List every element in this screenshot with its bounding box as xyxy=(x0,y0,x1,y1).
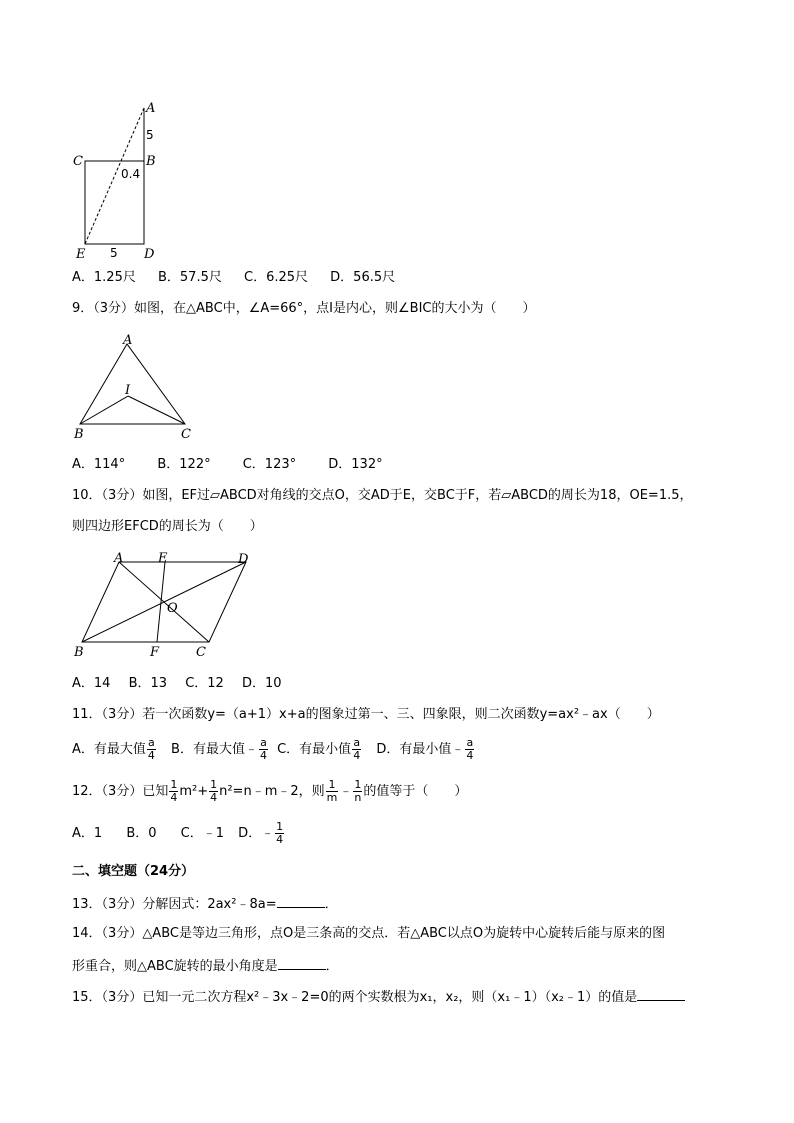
q12-option-a: A．1 xyxy=(72,826,103,841)
q12-option-b: B．0 xyxy=(126,826,157,841)
fraction-1-over-4: $\frac{1}{4}$ xyxy=(210,778,218,804)
length-ed: 5 xyxy=(110,246,118,260)
label-e: E xyxy=(76,247,86,262)
q8-option-b: B．57.5尺 xyxy=(157,270,222,285)
q10-stem-line1: 10．（3分）如图，EF过▱ABCD对角线的交点O，交AD于E，交BC于F，若▱ABCD的周长为18，OE=1.5， xyxy=(72,488,693,503)
q12-option-d: D．﹣ $\frac{1}{4}$ xyxy=(238,820,284,846)
q8-options xyxy=(72,268,413,288)
q10-option-c: C．12 xyxy=(185,676,224,691)
q10-option-a: A．14 xyxy=(72,676,111,691)
fraction-a-over-4: $\frac{a}{4}$ xyxy=(259,736,267,762)
label-a: A xyxy=(114,551,124,566)
label-e: E xyxy=(158,551,168,566)
fraction-1-over-4: $\frac{1}{4}$ xyxy=(170,778,178,804)
fraction-1-over-n: $\frac{1}{n}$ xyxy=(354,778,362,804)
segment-ci xyxy=(128,396,185,424)
answer-blank xyxy=(278,955,326,970)
q8-option-d: D．56.5尺 xyxy=(330,270,396,285)
label-c: C xyxy=(73,154,83,169)
fraction-a-over-4: $\frac{a}{4}$ xyxy=(353,736,361,762)
q11-options xyxy=(72,736,475,764)
answer-blank xyxy=(637,986,685,1001)
section-heading-fill-in: 二、填空题（24分） xyxy=(72,864,195,879)
q14-line1: 14．（3分）△ABC是等边三角形，点O是三条高的交点．若△ABC以点O为旋转中心旋转后能与原来的图 xyxy=(72,926,666,941)
q9-stem: 9．（3分）如图，在△ABC中，∠A=66°，点I是内心，则∠BIC的大小为（ ） xyxy=(72,301,536,316)
length-ab: 5 xyxy=(146,128,154,142)
figure-q9 xyxy=(70,332,200,444)
q8-option-a: A．1.25尺 xyxy=(72,270,136,285)
fraction-1-over-m: $\frac{1}{m}$ xyxy=(326,778,338,804)
q11-stem: 11．（3分）若一次函数y=（a+1）x+a的图象过第一、三、四象限，则二次函数y=ax²﹣ax（ ） xyxy=(72,707,660,722)
q9-option-d: D．132° xyxy=(328,457,383,472)
q12-option-c: C．﹣1 xyxy=(180,826,225,841)
label-b: B xyxy=(74,427,84,442)
q15-stem: 15．（3分）已知一元二次方程x²﹣3x﹣2=0的两个实数根为x₁，x₂，则（x₁﹣1）（x₂﹣1）的值是 xyxy=(72,986,685,1008)
q10-stem-line2: 则四边形EFCD的周长为（ ） xyxy=(72,519,263,534)
triangle-abc xyxy=(80,344,185,424)
label-a: A xyxy=(123,333,133,348)
q9-options xyxy=(72,455,401,475)
q12-stem: 12．（3分）已知 $\frac{1}{4}$ m²+ $\frac{1}{4}$ n²=n﹣m﹣2，则 $\frac{1}{m}$ ﹣ $\frac{1}{n}$ 的值等于（ ） xyxy=(72,778,468,804)
fraction-1-over-4: $\frac{1}{4}$ xyxy=(276,820,284,846)
q9-option-a: A．114° xyxy=(72,457,126,472)
q10-options xyxy=(72,674,300,694)
label-c: C xyxy=(196,645,206,660)
q10-option-d: D．10 xyxy=(241,676,282,691)
figure-q8 xyxy=(70,98,170,263)
figure-q10 xyxy=(70,550,260,662)
label-a: A xyxy=(146,101,156,116)
length-04: 0.4 xyxy=(121,167,141,181)
label-b: B xyxy=(146,154,156,169)
q9-option-b: B．122° xyxy=(157,457,211,472)
q11-option-a: A．有最大值 $\frac{a}{4}$ xyxy=(72,736,155,762)
answer-blank xyxy=(277,893,325,908)
label-o: O xyxy=(167,601,178,616)
q11-option-d: D．有最小值﹣ $\frac{a}{4}$ xyxy=(376,736,474,762)
fraction-a-over-4: $\frac{a}{4}$ xyxy=(147,736,155,762)
label-i: I xyxy=(125,383,131,398)
label-d: D xyxy=(238,552,249,567)
fraction-a-over-4: $\frac{a}{4}$ xyxy=(466,736,474,762)
q9-option-c: C．123° xyxy=(242,457,297,472)
q12-options xyxy=(72,820,285,848)
label-d: D xyxy=(144,247,155,262)
q11-option-c: C．有最小值 $\frac{a}{4}$ xyxy=(277,736,361,762)
label-f: F xyxy=(150,645,160,660)
label-b: B xyxy=(74,645,84,660)
q8-option-c: C．6.25尺 xyxy=(244,270,309,285)
label-c: C xyxy=(181,427,191,442)
q11-option-b: B．有最大值﹣ $\frac{a}{4}$ xyxy=(171,736,267,762)
q14-line2: 形重合，则△ABC旋转的最小角度是 ． xyxy=(72,955,339,977)
q10-option-b: B．13 xyxy=(128,676,168,691)
q13-stem: 13．（3分）分解因式：2ax²﹣8a= ． xyxy=(72,893,338,915)
segment-bi xyxy=(80,396,128,424)
